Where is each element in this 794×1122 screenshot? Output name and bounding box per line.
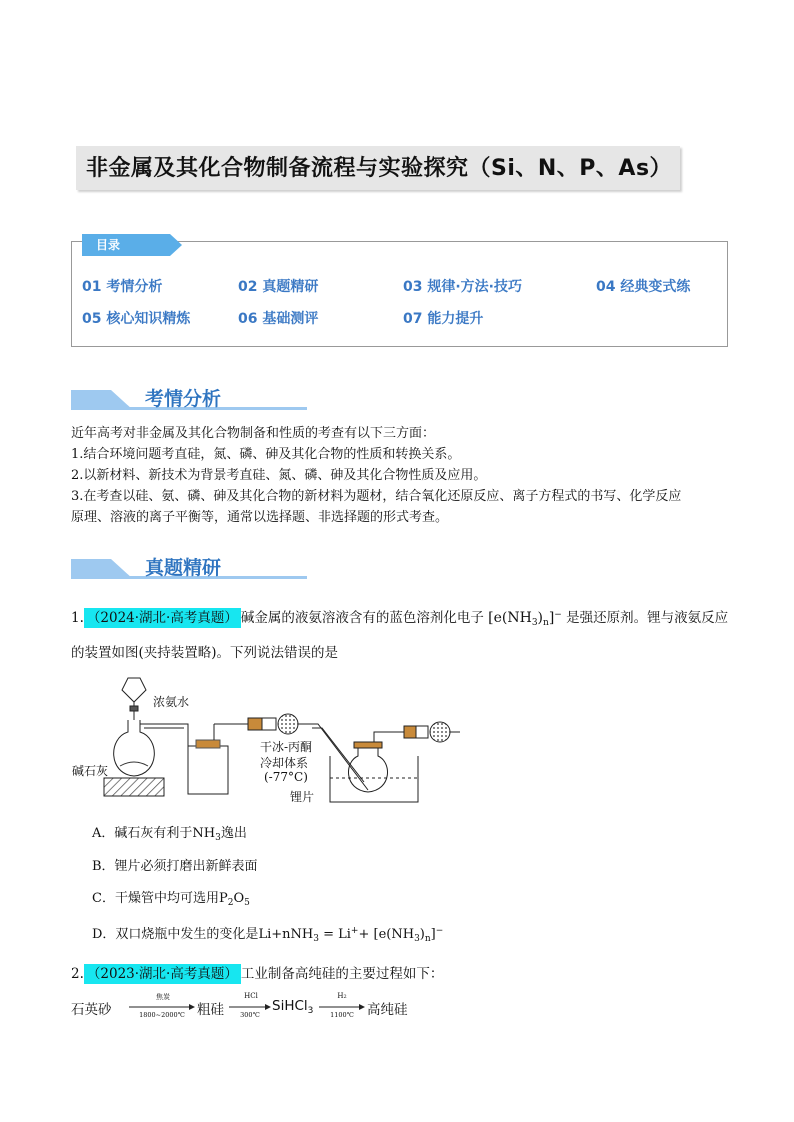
label-conc-ammonia: 浓氨水 xyxy=(153,695,190,709)
question-1-text-b: 是强还原剂。锂与液氨反应 xyxy=(566,610,729,626)
flow-arrow-3-top-sub: 2 xyxy=(343,994,347,1000)
page-title: 非金属及其化合物制备流程与实验探究（Si、N、P、As） xyxy=(86,156,673,181)
option-a-formula: NH xyxy=(192,826,216,841)
option-a-prefix: A．碱石灰有利于 xyxy=(92,826,193,841)
option-c-sub2: 5 xyxy=(244,898,250,908)
label-cooling-1: 干冰-丙酮 xyxy=(260,740,313,754)
flow-step-4: 高纯硅 xyxy=(367,1002,408,1018)
option-a-suffix: 逸出 xyxy=(220,826,247,841)
analysis-line-3: 2.以新材料、新技术为背景考直硅、氮、磷、砷及其化合物性质及应用。 xyxy=(71,468,487,483)
toc-item-7[interactable]: 07 能力提升 xyxy=(403,311,484,327)
solvated-electron-formula: $[e(NH_3)_n]^-$ xyxy=(373,926,444,944)
toc-item-2[interactable]: 02 真题精研 xyxy=(238,279,319,295)
option-c-formula: P xyxy=(218,891,228,906)
question-1-text-a: 碱金属的液氨溶液含有的蓝色溶剂化电子 xyxy=(240,610,484,626)
question-number: 1. xyxy=(71,610,84,626)
flow-step-1: 石英砂 xyxy=(71,1002,112,1018)
toc-item-4[interactable]: 04 经典变式练 xyxy=(596,279,691,295)
flow-arrow-2-bottom: 300℃ xyxy=(240,1011,260,1019)
analysis-line-2: 1.结合环境问题考直硅，氮、磷、砷及其化合物的性质和转换关系。 xyxy=(71,447,461,462)
toc-item-5[interactable]: 05 核心知识精炼 xyxy=(82,311,191,327)
label-lithium: 锂片 xyxy=(290,790,315,804)
analysis-line-4: 3.在考查以硅、氨、磷、砷及其化合物的新材料为题材，结合氧化还原反应、离子方程式的书写、化学反应 xyxy=(71,489,682,504)
option-d-sub: 3 xyxy=(313,934,319,944)
question-source-tag: （2024·湖北·高考真题） xyxy=(84,608,241,628)
section-header-research xyxy=(71,553,311,579)
toc-item-6[interactable]: 06 基础测评 xyxy=(238,311,319,327)
option-d-eq2: = Li xyxy=(318,927,351,942)
toc-tab xyxy=(82,234,170,256)
toc-item-1[interactable]: 01 考情分析 xyxy=(82,279,163,295)
flow-arrow-3-top-text: H xyxy=(337,992,344,1000)
option-a-sub: 3 xyxy=(215,833,221,843)
question-source-tag: （2023·湖北·高考真题） xyxy=(84,964,241,984)
question-number: 2. xyxy=(71,966,84,982)
option-d-eq3: + xyxy=(358,927,370,942)
option-c[interactable] xyxy=(92,887,250,908)
arrow-right-icon xyxy=(319,1003,365,1011)
analysis-line-5: 原理、溶液的离子平衡等，通常以选择题、非选择题的形式考查。 xyxy=(71,510,449,525)
flow-arrow-3-bottom: 1100℃ xyxy=(330,1011,354,1019)
flow-arrow-3-top xyxy=(319,992,365,1000)
flow-step-3 xyxy=(272,998,313,1016)
option-c-prefix: C．干燥管中均可选用 xyxy=(92,891,219,906)
option-c-mid: O xyxy=(233,891,245,906)
toc-item-3[interactable]: 03 规律·方法·技巧 xyxy=(403,279,522,295)
flow-step-2: 粗硅 xyxy=(197,1002,224,1018)
table-of-contents xyxy=(71,238,728,347)
option-c-sub1: 2 xyxy=(227,898,234,908)
option-d[interactable] xyxy=(92,923,443,944)
label-cooling-2: 冷却体系 xyxy=(260,756,309,770)
question-1-line-2: 的装置如图(夹持装置略)。下列说法错误的是 xyxy=(71,645,339,661)
question-2-line-1 xyxy=(71,962,443,982)
arrow-right-icon xyxy=(129,1003,195,1011)
question-1-line-1 xyxy=(71,606,728,628)
flow-step-3-sub: 3 xyxy=(307,1006,314,1016)
analysis-line-1: 近年高考对非金属及其化合物制备和性质的考查有以下三方面： xyxy=(71,426,436,441)
flow-arrow-1-top: 焦炭 xyxy=(156,993,170,1001)
solvated-electron-formula: $[e(NH_3)_n]^-$ xyxy=(488,610,562,628)
option-d-plus: + xyxy=(350,926,359,936)
label-cooling-3: (-77°C) xyxy=(264,770,308,784)
section-header-analysis xyxy=(71,384,311,410)
question-2-text: 工业制备高纯硅的主要过程如下： xyxy=(240,966,444,982)
label-soda-lime: 碱石灰 xyxy=(72,764,109,778)
flow-step-3-formula: SiHCl xyxy=(272,998,308,1014)
section-title-research: 真题精研 xyxy=(145,557,222,579)
arrow-right-icon xyxy=(229,1003,271,1011)
flow-arrow-1-bottom: 1800~2000℃ xyxy=(139,1011,185,1019)
section-title-analysis: 考情分析 xyxy=(145,388,222,410)
title-banner xyxy=(76,146,680,190)
option-a[interactable] xyxy=(92,822,247,843)
option-b[interactable]: B．锂片必须打磨出新鲜表面 xyxy=(92,859,258,874)
flow-arrow-2-top: HCl xyxy=(244,992,258,1000)
toc-tab-label: 目录 xyxy=(96,238,121,252)
option-d-eq1: Li+nNH xyxy=(258,927,314,942)
option-d-prefix: D．双口烧瓶中发生的变化是 xyxy=(92,927,259,942)
